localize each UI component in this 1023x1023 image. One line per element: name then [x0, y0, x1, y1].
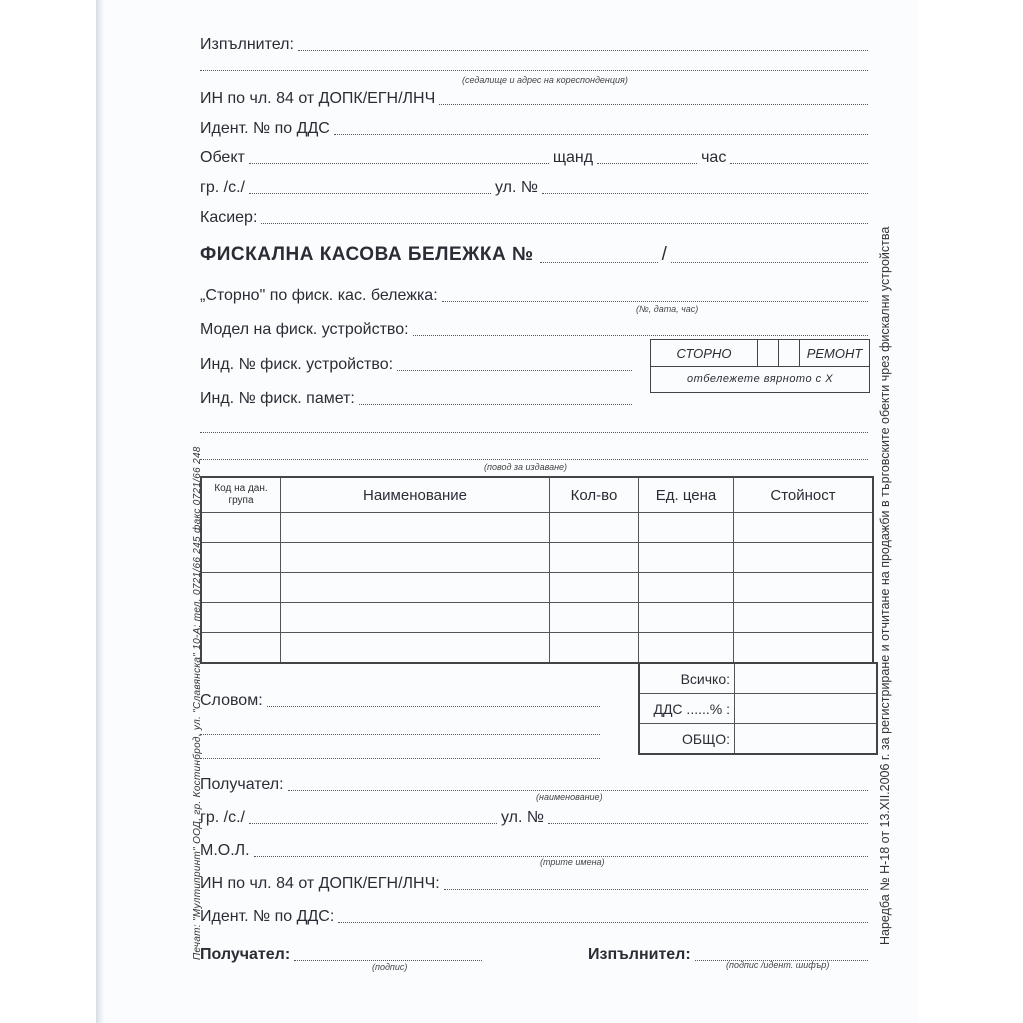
total-all-label: Всичко:: [639, 663, 735, 694]
col-unit-price-header: Ед. цена: [639, 477, 734, 513]
executor-row: [200, 32, 868, 54]
sign-executor-label: Изпълнител:: [588, 946, 691, 963]
cell-unit-price[interactable]: [639, 633, 734, 664]
cashier-label: Касиер:: [200, 209, 258, 226]
words-line-2[interactable]: [200, 733, 600, 735]
recipient-row: [200, 772, 868, 794]
seat-note: (седалище и адрес на кореспонденция): [462, 75, 628, 85]
words-label: Словом:: [200, 692, 263, 709]
reason-row-1: [200, 414, 868, 436]
name-note: (наименование): [536, 792, 603, 802]
total-grand-label: ОБЩО:: [639, 724, 735, 755]
table-row: [201, 573, 873, 603]
reason-note: (повод за издаване): [484, 462, 568, 472]
object-line[interactable]: [249, 162, 549, 164]
cell-value[interactable]: [734, 633, 874, 664]
storno-checkbox[interactable]: [758, 340, 779, 366]
total-grand-row: [639, 724, 877, 755]
table-row: [201, 633, 873, 664]
sign-recipient-row: [200, 942, 482, 964]
cashier-row: [200, 205, 868, 227]
cell-name[interactable]: [281, 573, 550, 603]
cell-name[interactable]: [281, 603, 550, 633]
three-names-note: (трите имена): [540, 857, 605, 867]
storno-label: „Сторно" по фиск. кас. бележка:: [200, 287, 438, 304]
cell-value[interactable]: [734, 603, 874, 633]
cell-tax-group[interactable]: [201, 513, 281, 543]
storno-row: [200, 283, 868, 305]
cell-unit-price[interactable]: [639, 603, 734, 633]
recipient-label: Получател:: [200, 776, 284, 793]
memory-no-label: Инд. № фиск. памет:: [200, 390, 355, 407]
items-table: [200, 476, 874, 664]
storno-repair-box: [650, 339, 870, 393]
reason-line-2[interactable]: [200, 458, 868, 460]
reason-line-1[interactable]: [200, 431, 868, 433]
sign-recipient-line[interactable]: [294, 959, 482, 961]
table-row: [201, 603, 873, 633]
table-row: [201, 513, 873, 543]
col-tax-group-header: Код на дан. група: [201, 477, 281, 513]
words-line-1[interactable]: [267, 705, 600, 707]
col-value-header: Стойност: [734, 477, 874, 513]
col-name-header: Наименование: [281, 477, 550, 513]
vat-line[interactable]: [334, 133, 868, 135]
totals-table: [638, 662, 878, 755]
cell-tax-group[interactable]: [201, 603, 281, 633]
town-row: [200, 175, 868, 197]
receipt-number-line[interactable]: [540, 261, 658, 263]
storno-note: (№, дата, час): [636, 304, 699, 314]
vat-label: Идент. № по ДДС: [200, 120, 330, 137]
object-row: [200, 145, 868, 167]
cell-qty[interactable]: [550, 603, 639, 633]
total-vat-label: ДДС ......% :: [639, 694, 735, 724]
footer-town-row: [200, 805, 868, 827]
total-vat-value[interactable]: [735, 694, 878, 724]
model-label: Модел на фиск. устройство:: [200, 321, 409, 338]
in-label: ИН по чл. 84 от ДОПК/ЕГН/ЛНЧ: [200, 90, 436, 107]
words-row-3: [200, 740, 600, 762]
footer-street-line[interactable]: [548, 822, 868, 824]
right-margin: [918, 0, 1023, 1023]
stand-label: щанд: [552, 149, 594, 166]
cell-qty[interactable]: [550, 633, 639, 664]
total-all-value[interactable]: [735, 663, 878, 694]
storno-repair-options: [651, 340, 869, 367]
in-line[interactable]: [439, 103, 868, 105]
storno-repair-hint: отбележете вярното с X: [686, 373, 834, 385]
sign-executor-note: (подпис /идент. шифър): [726, 960, 830, 970]
footer-town-label: гр. /с./: [200, 809, 245, 826]
in-row: [200, 86, 868, 108]
cell-unit-price[interactable]: [639, 573, 734, 603]
object-label: Обект: [200, 149, 245, 166]
cell-tax-group[interactable]: [201, 573, 281, 603]
total-grand-value[interactable]: [735, 724, 878, 755]
town-line[interactable]: [249, 192, 491, 194]
executor-line[interactable]: [298, 49, 868, 51]
memory-no-line[interactable]: [359, 403, 632, 405]
mol-row: [200, 838, 868, 860]
device-no-label: Инд. № фиск. устройство:: [200, 356, 394, 373]
memory-no-row: [200, 386, 632, 408]
repair-checkbox[interactable]: [779, 340, 800, 366]
footer-in-label: ИН по чл. 84 от ДОПК/ЕГН/ЛНЧ:: [200, 875, 440, 892]
cell-qty[interactable]: [550, 543, 639, 573]
printer-note: Печат: "Мултипринт" ООД, гр. Костинброд, ул. "Славянска" 10-А; тел. 0721/66 245 факс 0721/66 248: [192, 446, 203, 960]
cell-unit-price[interactable]: [639, 543, 734, 573]
total-vat-row: [639, 694, 877, 724]
storno-option-label: СТОРНО: [651, 340, 758, 366]
table-row: [201, 543, 873, 573]
executor-address-row: [200, 52, 868, 74]
cell-tax-group[interactable]: [201, 633, 281, 664]
repair-option-label: РЕМОНТ: [806, 345, 863, 361]
mol-label: М.О.Л.: [200, 842, 250, 859]
receipt-title: ФИСКАЛНА КАСОВА БЕЛЕЖКА №: [200, 244, 534, 265]
device-no-row: [200, 352, 632, 374]
vat-row: [200, 116, 868, 138]
col-qty-header: Кол-во: [550, 477, 639, 513]
left-margin: [0, 0, 103, 1023]
words-line-3[interactable]: [200, 757, 600, 759]
receipt-title-row: [200, 240, 868, 266]
footer-vat-row: [200, 904, 868, 926]
reason-row-2: [200, 441, 868, 463]
footer-vat-label: Идент. № по ДДС:: [200, 908, 335, 925]
footer-vat-line[interactable]: [338, 921, 868, 923]
model-line[interactable]: [413, 334, 868, 336]
stand-line[interactable]: [597, 162, 697, 164]
cell-name[interactable]: [281, 513, 550, 543]
items-table-header: [201, 477, 873, 513]
receipt-slash: /: [661, 244, 668, 265]
words-row: [200, 688, 600, 710]
sign-recipient-label: Получател:: [200, 946, 291, 963]
executor-address-line[interactable]: [200, 69, 868, 71]
cell-name[interactable]: [281, 543, 550, 573]
words-row-2: [200, 716, 600, 738]
device-no-line[interactable]: [397, 369, 632, 371]
cell-qty[interactable]: [550, 513, 639, 543]
sign-recipient-note: (подпис): [372, 962, 408, 972]
footer-in-line[interactable]: [444, 888, 868, 890]
cell-name[interactable]: [281, 633, 550, 664]
model-row: [200, 317, 868, 339]
footer-town-line[interactable]: [249, 822, 497, 824]
regulation-note: Наредба № Н-18 от 13.XII.2006 г. за регистриране и отчитане на продажби в търговските обекти чрез фискални устройства: [878, 226, 892, 945]
receipt-date-line[interactable]: [671, 261, 868, 263]
street-line[interactable]: [542, 192, 868, 194]
recipient-line[interactable]: [288, 789, 868, 791]
cell-qty[interactable]: [550, 573, 639, 603]
time-line[interactable]: [730, 162, 868, 164]
cell-value[interactable]: [734, 513, 874, 543]
cashier-line[interactable]: [261, 222, 868, 224]
executor-label: Изпълнител:: [200, 36, 294, 53]
cell-value[interactable]: [734, 573, 874, 603]
total-all-row: [639, 663, 877, 694]
cell-unit-price[interactable]: [639, 513, 734, 543]
footer-street-label: ул. №: [500, 809, 545, 826]
town-label: гр. /с./: [200, 179, 245, 196]
time-label: час: [701, 149, 727, 166]
cell-value[interactable]: [734, 543, 874, 573]
cell-tax-group[interactable]: [201, 543, 281, 573]
street-label: ул. №: [494, 179, 539, 196]
footer-in-row: [200, 871, 868, 893]
storno-line[interactable]: [442, 300, 868, 302]
